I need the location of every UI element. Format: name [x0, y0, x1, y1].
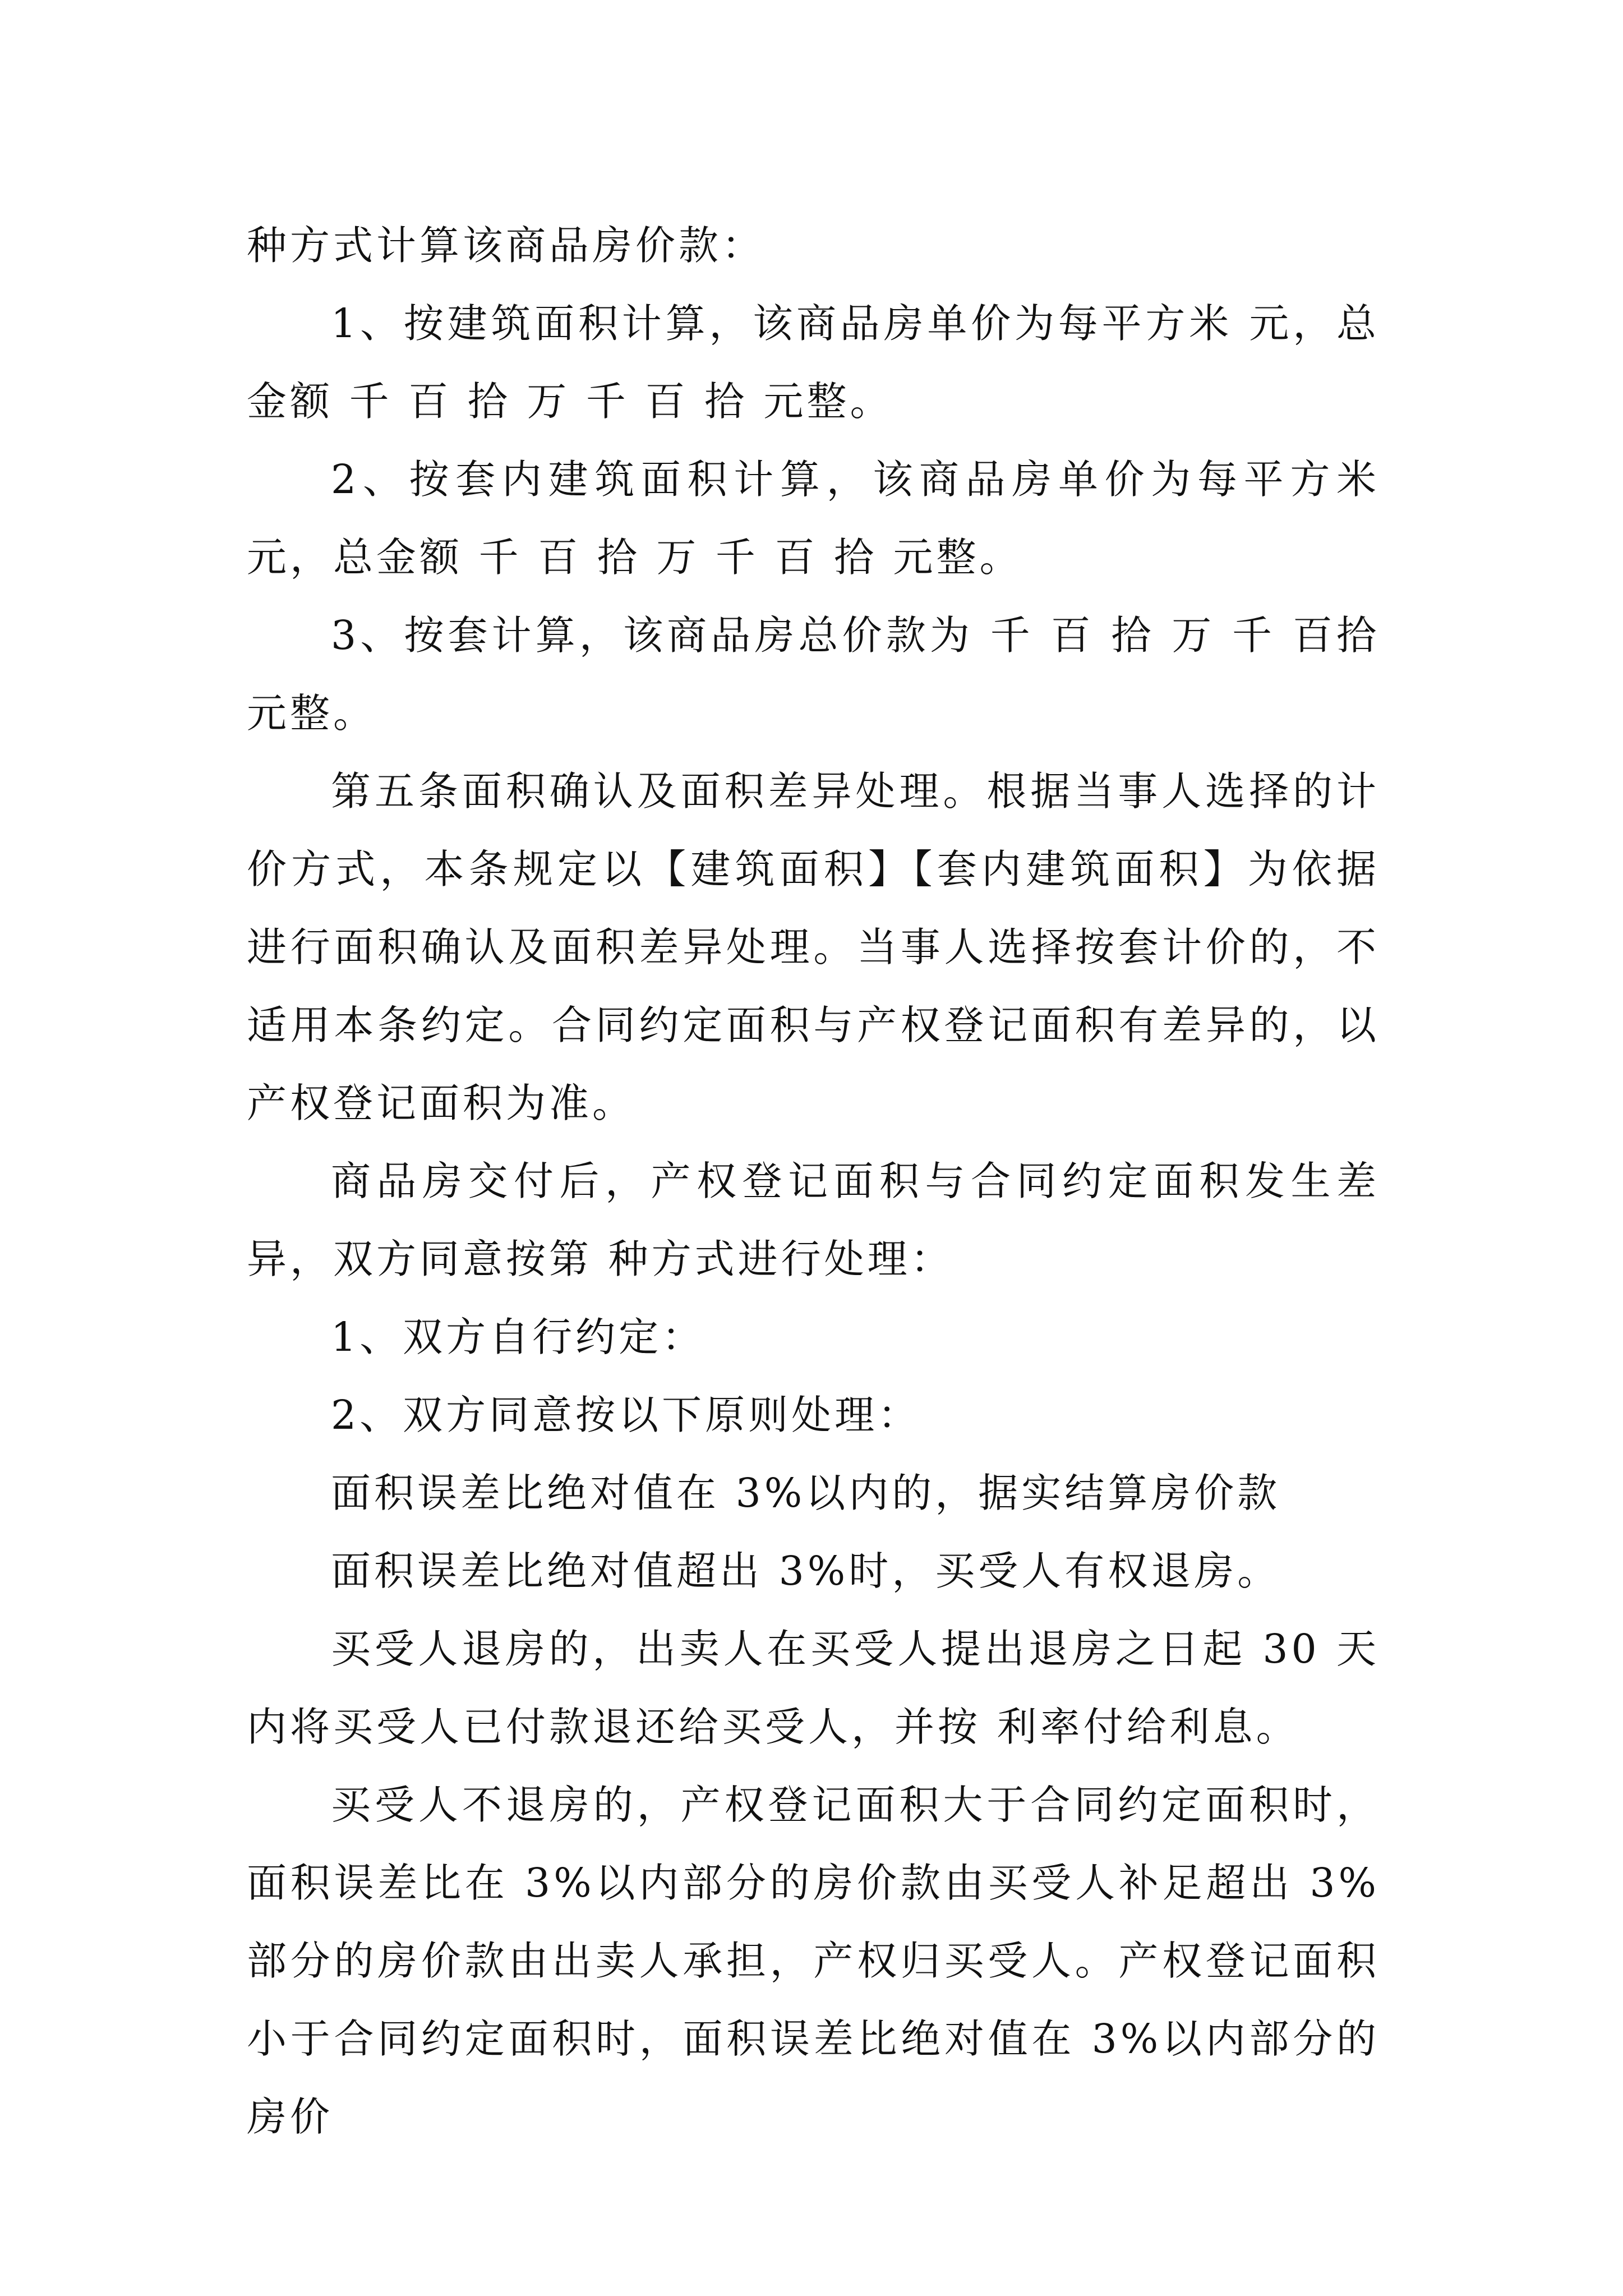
- paragraph-within-three-percent: 面积误差比绝对值在 3%以内的，据实结算房价款: [331, 1470, 1281, 1516]
- paragraph-building-area-price: 1、按建筑面积计算，该商品房单价为每平方米 元，总金额 千 百 拾 万 千 百 拾 元整。: [247, 300, 1380, 425]
- document-body: [247, 206, 1380, 2156]
- paragraph-inner-area-price: 2、按套内建筑面积计算，该商品房单价为每平方米 元，总金额 千 百 拾 万 千 百 拾 元整。: [247, 456, 1380, 581]
- paragraph-no-refund-terms: 买受人不退房的，产权登记面积大于合同约定面积时，面积误差比在 3%以内部分的房价款由买受人补足超出 3%部分的房价款由出卖人承担，产权归买受人。产权登记面积小于合同约定面积时，面积误差比绝对值在 3%以内部分的房价: [247, 1782, 1380, 2140]
- paragraph-price-method-intro: 种方式计算该商品房价款：: [247, 222, 766, 269]
- paragraph-per-unit-price: 3、按套计算，该商品房总价款为 千 百 拾 万 千 百拾 元整。: [247, 612, 1380, 737]
- paragraph-option-two: 2、双方同意按以下原则处理：: [331, 1392, 921, 1438]
- paragraph-beyond-three-percent: 面积误差比绝对值超出 3%时，买受人有权退房。: [331, 1548, 1281, 1594]
- paragraph-refund-terms: 买受人退房的，出卖人在买受人提出退房之日起 30 天内将买受人已付款退还给买受人，并按 利率付给利息。: [247, 1626, 1380, 1750]
- paragraph-article-five: 第五条面积确认及面积差异处理。根据当事人选择的计价方式，本条规定以【建筑面积】【套内建筑面积】为依据进行面积确认及面积差异处理。当事人选择按套计价的，不适用本条约定。合同约定面积与产权登记面积有差异的，以产权登记面积为准。: [247, 768, 1380, 1126]
- paragraph-option-one: 1、双方自行约定：: [331, 1314, 706, 1360]
- paragraph-area-difference: 商品房交付后，产权登记面积与合同约定面积发生差异，双方同意按第 种方式进行处理：: [247, 1158, 1380, 1282]
